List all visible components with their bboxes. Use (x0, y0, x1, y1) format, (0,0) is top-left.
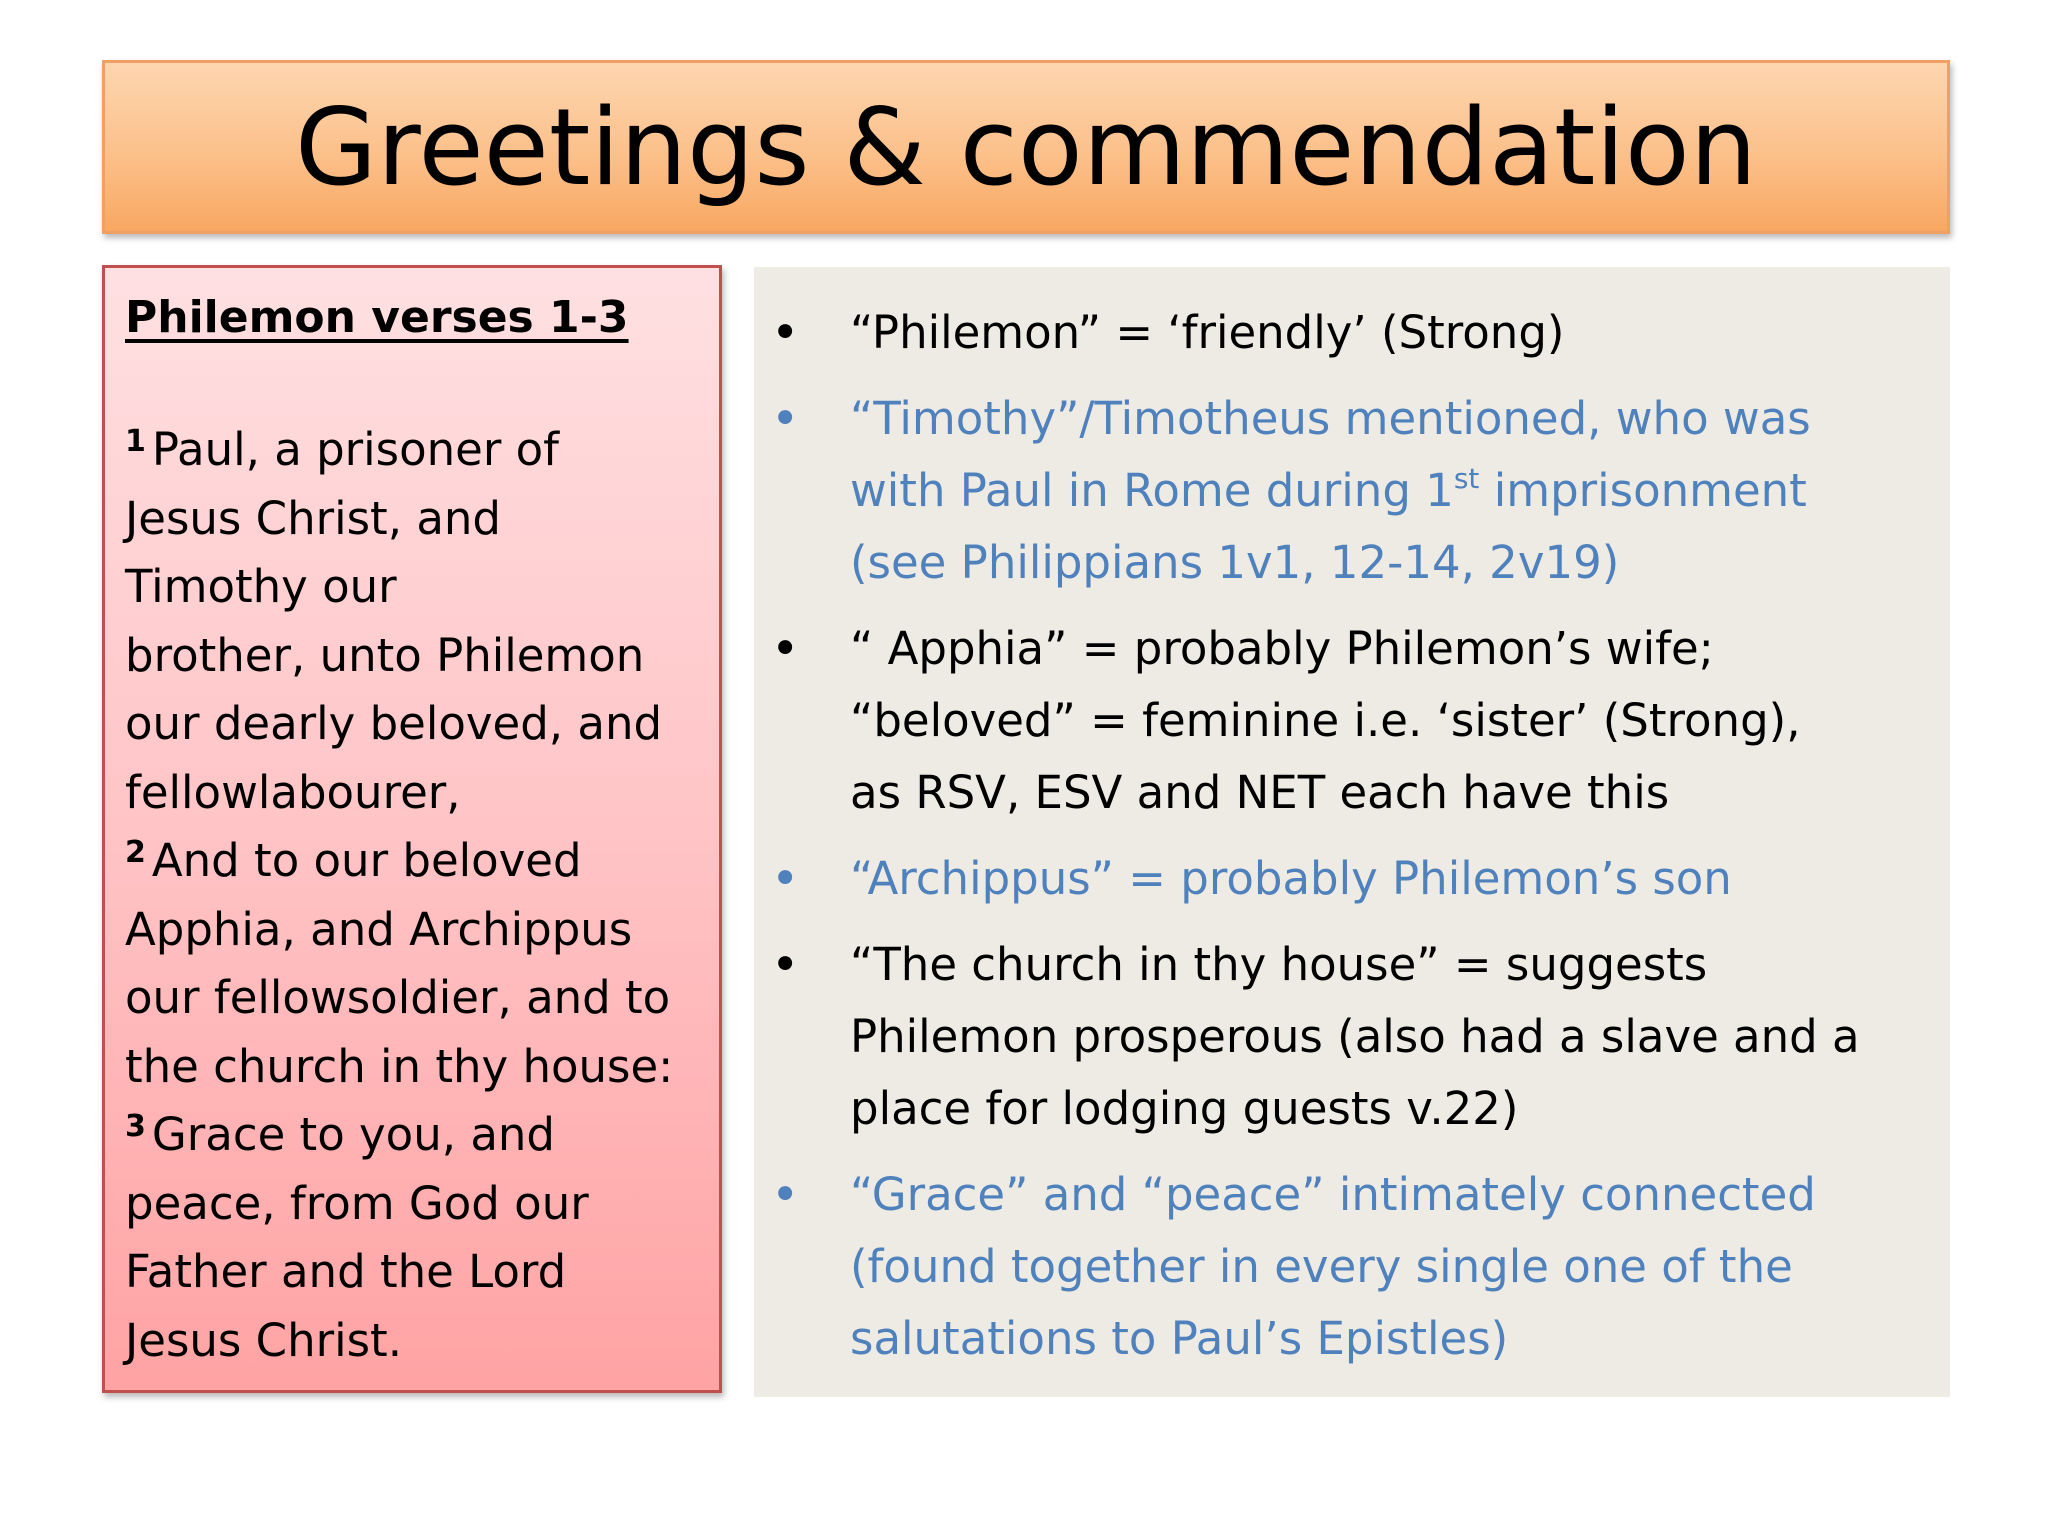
bullet-philemon-meaning (754, 297, 1950, 369)
bullet-line: “Timothy”/Timotheus mentioned, who was (850, 392, 1811, 445)
verse-line: peace, from God our (125, 1176, 589, 1230)
verse-line: Jesus Christ, and (125, 491, 501, 545)
bullet-icon: • (771, 1167, 800, 1223)
bullet-line: “ Apphia” = probably Philemon’s wife; (850, 622, 1714, 675)
verse-line: $^1$ Paul, a prisoner of (125, 423, 560, 476)
slide-title-banner (102, 60, 1950, 234)
verse-number: 3 (125, 1109, 146, 1144)
verse-heading: Philemon verses 1-3 (125, 292, 629, 343)
bullet-icon: • (771, 391, 800, 447)
bullet-apphia (754, 613, 1950, 829)
bullet-line: (found together in every single one of the (850, 1240, 1793, 1293)
bullet-archippus (754, 843, 1950, 915)
bullet-line: salutations to Paul’s Epistles) (850, 1312, 1509, 1365)
verse-line: Jesus Christ. (125, 1313, 403, 1367)
bullet-line: (see Philippians 1v1, 12-14, 2v19) (850, 536, 1620, 589)
bullet-line: as RSV, ESV and NET each have this (850, 766, 1670, 819)
verse-line: our dearly beloved, and (125, 697, 663, 750)
slide-title: Greetings & commendation (295, 85, 1757, 209)
verse-number: 1 (125, 424, 146, 459)
verse-line: our fellowsoldier, and to (125, 971, 671, 1024)
bullet-line: Philemon prosperous (also had a slave and a (850, 1010, 1860, 1063)
verse-number: 2 (125, 835, 146, 870)
verse-line: $^3$ Grace to you, and (125, 1108, 555, 1161)
notes-panel (754, 267, 1950, 1397)
verse-line: brother, unto Philemon (125, 628, 645, 682)
bullet-icon: • (771, 851, 800, 907)
bullet-timothy (754, 383, 1950, 599)
bullet-line: with Paul in Rome during 1st imprisonment (850, 462, 1807, 517)
bullet-grace-peace (754, 1159, 1950, 1375)
bullet-line: “The church in thy house” = suggests (850, 938, 1708, 991)
bullet-line: “Philemon” = ‘friendly’ (Strong) (850, 306, 1565, 359)
verse-line: fellowlabourer, (125, 765, 461, 819)
bullet-icon: • (771, 937, 800, 993)
verse-text (125, 416, 701, 1375)
verse-line: $^2$ And to our beloved (125, 834, 582, 887)
verse-line: Apphia, and Archippus (125, 902, 633, 956)
bullet-line: “Grace” and “peace” intimately connected (850, 1168, 1816, 1221)
bullet-line: “Archippus” = probably Philemon’s son (850, 852, 1732, 905)
bullet-church-house (754, 929, 1950, 1145)
verse-line: Father and the Lord (125, 1245, 567, 1298)
verse-panel (102, 265, 722, 1393)
ordinal-suffix: st (1453, 462, 1480, 495)
verse-line: Timothy our (125, 560, 397, 613)
bullet-icon: • (771, 305, 800, 361)
verse-line: the church in thy house: (125, 1039, 674, 1093)
bullet-line: “beloved” = feminine i.e. ‘sister’ (Strong), (850, 694, 1801, 747)
bullet-icon: • (771, 621, 800, 677)
bullet-line: place for lodging guests v.22) (850, 1082, 1519, 1135)
